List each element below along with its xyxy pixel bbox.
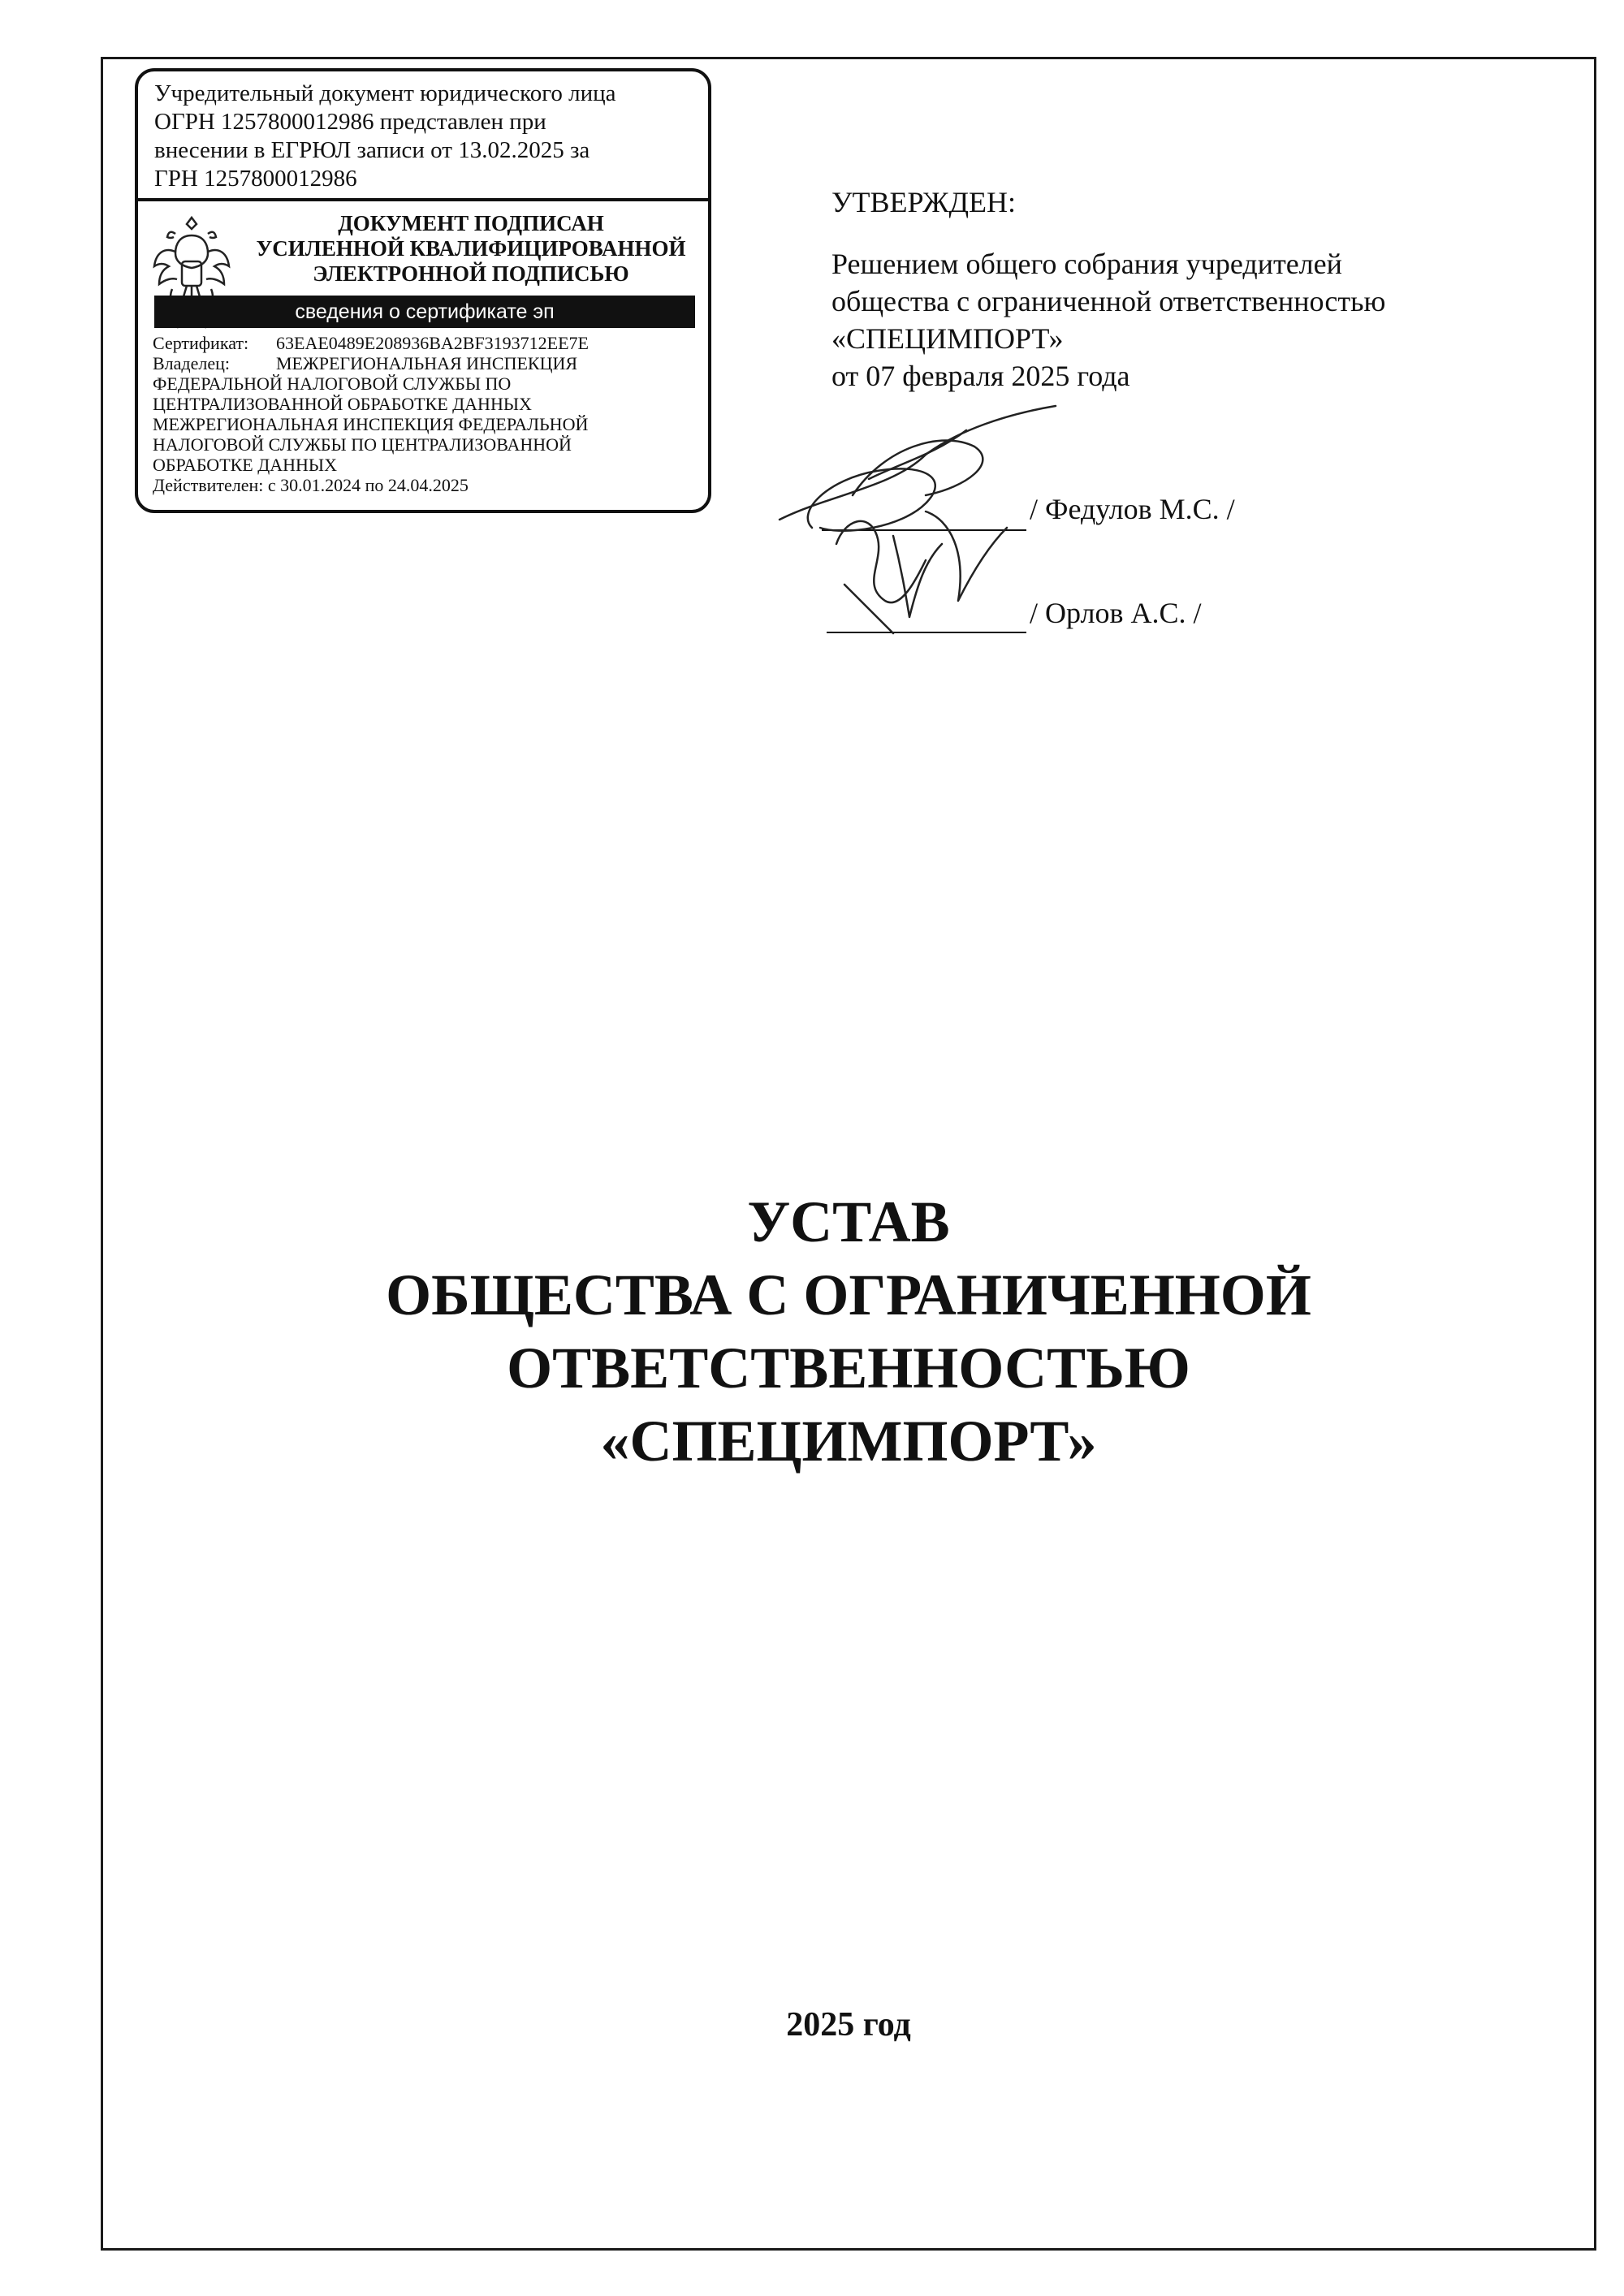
stamp-registration-text: Учредительный документ юридического лица ОГРН 1257800012986 представлен при внесении в ЕГРЮЛ записи от 13.02.2025 за ГРН 1257800012986 [154,80,616,192]
document-title [101,1185,1596,1478]
handwritten-signature-icon [763,398,1072,641]
signer-1-name: / Федулов М.С. / [1030,493,1235,525]
stamp-divider [138,198,708,201]
certificate-label: Сертификат: [153,333,249,353]
title-line-2: ОБЩЕСТВА С ОГРАНИЧЕННОЙ [386,1262,1311,1327]
document-year: 2025 год [786,2006,911,2044]
title-line-4: «СПЕЦИМПОРТ» [600,1409,1097,1474]
title-line-1: УСТАВ [747,1189,950,1254]
stamp-heading: ДОКУМЕНТ ПОДПИСАН УСИЛЕННОЙ КВАЛИФИЦИРОВАННОЙ ЭЛЕКТРОННОЙ ПОДПИСЬЮ [256,211,686,286]
title-line-3: ОТВЕТСТВЕННОСТЬЮ [507,1336,1190,1400]
signer-2-name: / Орлов А.С. / [1030,597,1202,629]
registration-stamp [135,68,711,513]
certificate-details [153,333,705,495]
owner-label: Владелец: [153,353,231,373]
certificate-value: 63EAE0489E208936BA2BF3193712EE7E [276,333,589,353]
owner-rest: ФЕДЕРАЛЬНОЙ НАЛОГОВОЙ СЛУЖБЫ ПО ЦЕНТРАЛИЗОВАННОЙ ОБРАБОТКЕ ДАННЫХ МЕЖРЕГИОНАЛЬНАЯ ИНСПЕКЦИЯ ФЕДЕРАЛЬНОЙ НАЛОГОВОЙ СЛУЖБЫ ПО ЦЕНТРАЛИЗОВАННОЙ ОБРАБОТКЕ ДАННЫХ [153,373,589,475]
certificate-info-bar: сведения о сертификате эп [154,296,695,328]
approval-text: Решением общего собрания учредителей общества с ограниченной ответственностью «СПЕЦИМПОРТ» от 07 февраля 2025 года [831,248,1386,392]
approved-title: УТВЕРЖДЕН: [831,186,1017,218]
owner-first-line: МЕЖРЕГИОНАЛЬНАЯ ИНСПЕКЦИЯ [276,353,578,373]
valid-label: Действителен: [153,475,264,495]
valid-value: с 30.01.2024 по 24.04.2025 [267,475,469,495]
